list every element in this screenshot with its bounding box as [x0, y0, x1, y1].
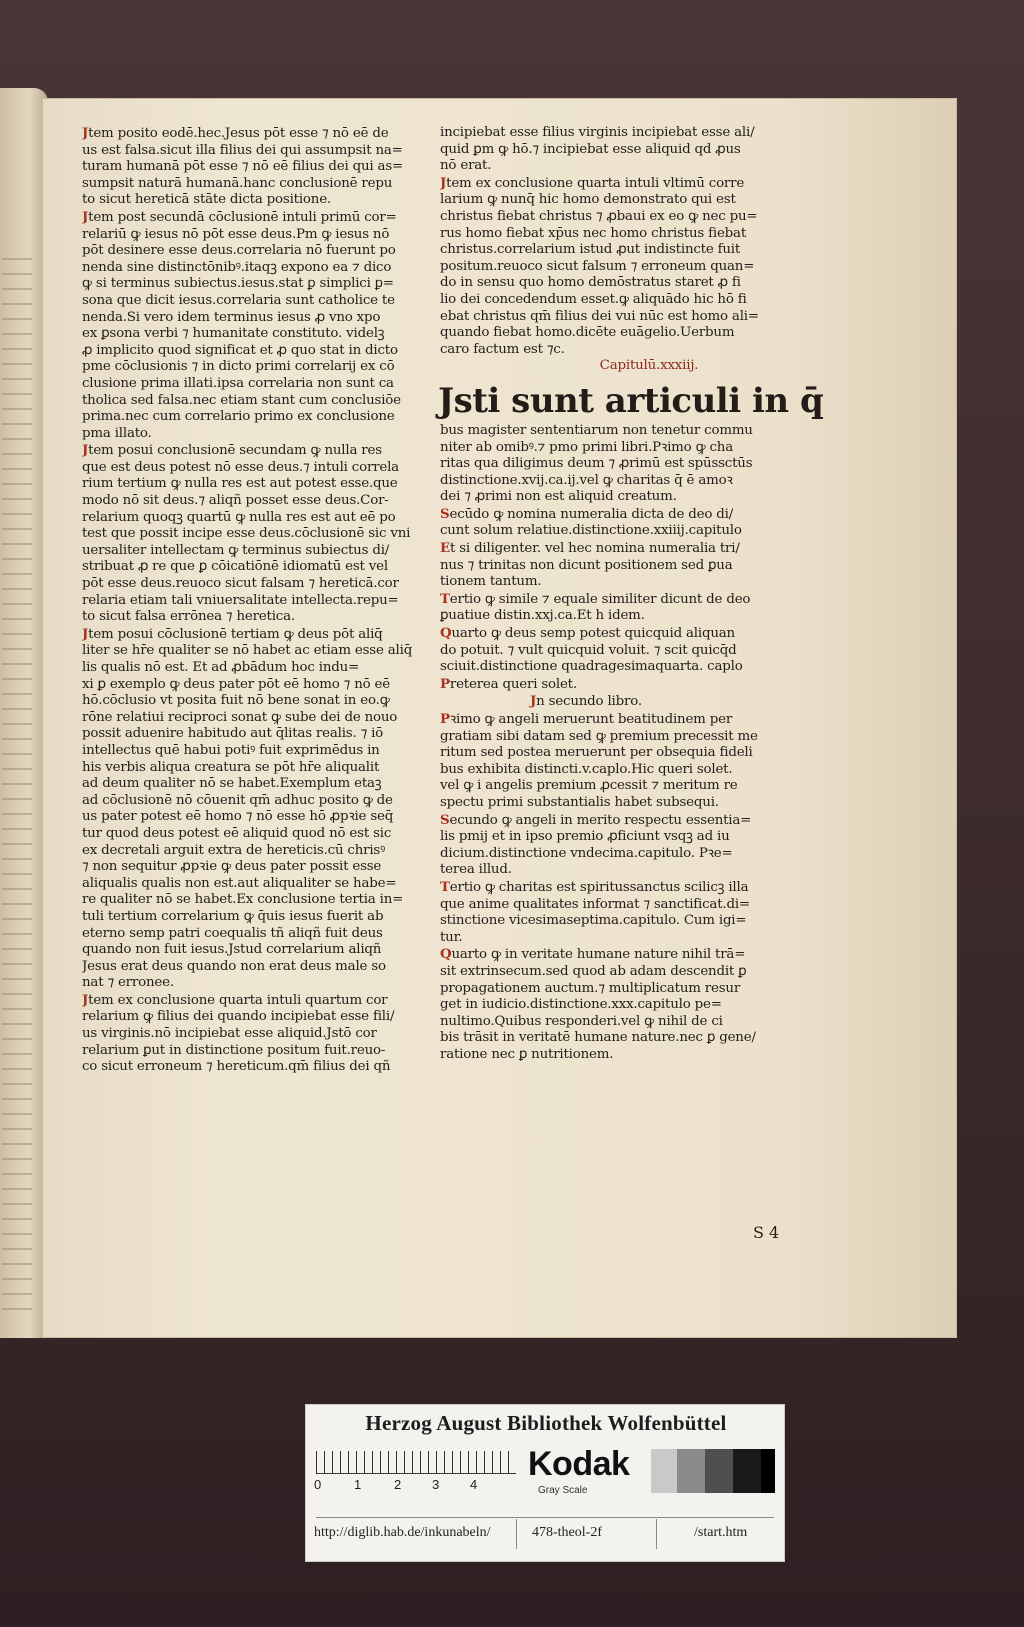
- line-text: prima.nec cum correlario primo ex conclusione: [82, 409, 395, 425]
- line-text: lis qualis nō est. Et ad ꝓbādum hoc indu=: [82, 660, 360, 675]
- line-text: quando non fuit iesus.Jstud correlarium aliqñ: [82, 942, 382, 958]
- line-text: spectu primi substantialis habet subsequi.: [440, 794, 719, 810]
- line-text: caro factum est ⁊c.: [440, 341, 565, 357]
- text-line: [82, 476, 452, 493]
- color-target-card: [305, 1404, 785, 1562]
- text-line: [440, 846, 818, 863]
- text-line: [82, 1026, 452, 1043]
- line-text: nenda.Si vero idem terminus iesus ꝓ vno xpo: [82, 309, 381, 325]
- line-text: tuli tertium correlarium ꝙ q̄uis iesus fuerit ab: [82, 908, 384, 924]
- text-line: [440, 729, 818, 746]
- text-line: [82, 959, 452, 976]
- text-line: [82, 643, 452, 660]
- text-line: [440, 259, 818, 276]
- text-line: [440, 997, 818, 1014]
- ruler-number: 0: [314, 1477, 322, 1492]
- line-text: larium ꝙ nunq̄ hic homo demonstrato qui est: [440, 192, 736, 208]
- text-line: [440, 506, 818, 524]
- line-text: nenda sine distinctōnibꝰ.itaqꝫ expono ea ⁊ dico: [82, 259, 392, 275]
- rubricated-initial: J: [82, 991, 89, 1008]
- text-line: [440, 423, 818, 440]
- line-text: modo nō sit deus.⁊ aliqñ posset esse deus.Cor-: [82, 493, 389, 509]
- right-text-column: [438, 125, 824, 1063]
- line-text: tur.: [440, 929, 463, 945]
- text-line: [82, 726, 452, 743]
- section-heading: Jsti sunt articuli in q̄: [438, 380, 824, 421]
- line-text: ritum sed postea meruerunt per obsequia fideli: [440, 745, 753, 761]
- text-line: [440, 879, 818, 897]
- line-text: ebat christus qm̄ filius dei vui nūc est homo ali=: [440, 308, 759, 324]
- left-text-column: [82, 125, 452, 1076]
- ruler-scale: [316, 1451, 516, 1474]
- line-text: eterno semp patri coequalis tñ aliqñ fuit deus: [82, 925, 383, 941]
- text-line: [440, 676, 818, 694]
- line-text: quid ꝑm ꝙ hō.⁊ incipiebat esse aliquid qd̄ ꝓus: [440, 141, 741, 157]
- rubricated-initial: P: [440, 675, 450, 692]
- rubricated-initial: J: [82, 208, 89, 225]
- rubricated-initial: S: [440, 811, 450, 828]
- line-text: rium tertium ꝙ nulla res est aut potest esse.que: [82, 476, 398, 492]
- text-line: [82, 442, 452, 460]
- text-line: [82, 743, 452, 760]
- text-line: [440, 192, 818, 209]
- text-line: [440, 142, 818, 159]
- line-text: que est deus potest nō esse deus.⁊ intuli correla: [82, 459, 399, 475]
- line-text: intellectus quē habui potiꝰ fuit exprimēdus in: [82, 742, 380, 758]
- line-text: pme cōclusionis ⁊ in dicto primi correlarij ex cō: [82, 359, 395, 375]
- text-line: [82, 793, 452, 810]
- text-line: [82, 227, 452, 244]
- rubricated-initial: P: [440, 711, 450, 727]
- line-text: sona que dicit iesus.correlaria sunt catholice te: [82, 292, 395, 308]
- line-text: liter se hr̄e qualiter se nō habet ac etiam esse aliq̄: [82, 643, 413, 659]
- line-text: tem posui conclusionē secundam ꝙ nulla res: [88, 443, 382, 459]
- ruler-number: 3: [432, 1477, 440, 1492]
- line-text: tem posito eodē.hec.Jesus pōt esse ⁊ nō eē de: [88, 126, 389, 141]
- line-text: us virginis.nō incipiebat esse aliquid.Jstō cor: [82, 1026, 377, 1042]
- line-text: cunt solum relatiue.distinctione.xxiiij.capitulo: [440, 523, 742, 539]
- text-line: [440, 812, 818, 830]
- line-text: pōt desinere esse deus.correlaria nō fuerunt po: [82, 243, 396, 259]
- line-text: uarto ꝙ in veritate humane nature nihil trā=: [451, 947, 746, 963]
- text-line: [440, 711, 818, 729]
- text-line: [440, 473, 818, 490]
- target-divider-1: [516, 1519, 517, 1549]
- line-text: relarium ꝙ filius dei quando incipiebat esse fili/: [82, 1009, 395, 1025]
- target-divider-2: [656, 1519, 657, 1549]
- text-line: [82, 243, 452, 260]
- line-text: relaria etiam tali vniuersalitate intellecta.repu=: [82, 592, 399, 608]
- line-text: tem ex conclusione quarta intuli vltimū corre: [446, 175, 745, 191]
- line-text: lio dei concedendum esset.ꝙ aliquādo hic hō fi: [440, 291, 747, 307]
- text-line: [82, 176, 452, 193]
- line-text: incipiebat esse filius virginis incipiebat esse ali/: [440, 125, 755, 140]
- text-line: [440, 643, 818, 660]
- line-text: bus magister sententiarum non tenetur commu: [440, 422, 753, 438]
- line-text: his verbis aliqua creatura se pōt hr̄e aliqualit̄: [82, 759, 380, 775]
- text-line: [440, 745, 818, 762]
- line-text: sit extrinsecum.sed quod ab adam descendit ꝑ: [440, 963, 747, 979]
- text-line: [440, 325, 818, 342]
- ruler-number: 2: [394, 1477, 402, 1492]
- line-text: relarium ꝑut in distinctione positum fuit.reuo-: [82, 1042, 386, 1058]
- line-text: ꝓ implicito quod significat et ꝓ quo stat in dicto: [82, 342, 398, 358]
- line-text: get in iudicio.distinctione.xxx.capitulo pe=: [440, 997, 722, 1013]
- text-line: [82, 1059, 452, 1076]
- line-text: ꝙ si terminus subiectus.iesus.stat ꝑ simplici ꝑ=: [82, 276, 394, 292]
- text-line: [82, 159, 452, 176]
- ruler-number: 1: [354, 1477, 362, 1492]
- line-text: Jesus erat deus quando non erat deus male so: [82, 958, 386, 974]
- chapter-title: Capitulū.xxxiij.: [599, 358, 699, 374]
- text-line: [82, 343, 452, 360]
- text-line: [82, 626, 452, 644]
- text-line: [82, 942, 452, 959]
- text-line: [440, 897, 818, 914]
- text-line: [440, 125, 818, 142]
- text-line: [82, 376, 452, 393]
- text-line: [82, 426, 452, 443]
- line-text: terea illud.: [440, 862, 512, 878]
- url-left: http://diglib.hab.de/inkunabeln/: [314, 1525, 491, 1540]
- text-line: [82, 892, 452, 909]
- text-line: [440, 862, 818, 879]
- text-line: [440, 778, 818, 795]
- text-line: [82, 359, 452, 376]
- rubricated-initial: J: [530, 693, 537, 710]
- library-title: Herzog August Bibliothek Wolfenbüttel: [365, 1411, 727, 1435]
- right-column-top: [440, 125, 818, 358]
- text-line: [82, 276, 452, 293]
- text-line: [82, 510, 452, 527]
- text-line: [440, 574, 818, 591]
- right-column-bottom: [440, 423, 818, 1064]
- text-line: [440, 175, 818, 193]
- line-text: christus.correlarium istud ꝓut indistincte fuit: [440, 242, 741, 258]
- text-line: [440, 930, 818, 947]
- line-text: ertio ꝙ charitas est spiritussanctus scilicꝫ illa: [449, 879, 749, 895]
- text-line: [82, 526, 452, 543]
- line-text: sumpsit naturā humanā.hanc conclusionē repu: [82, 175, 393, 191]
- text-line: [82, 760, 452, 777]
- text-line: [82, 260, 452, 277]
- text-line: [82, 559, 452, 576]
- rubricated-initial: Q: [440, 625, 452, 642]
- line-text: pma illato.: [82, 425, 152, 441]
- text-line: [440, 795, 818, 812]
- text-line: [82, 660, 452, 677]
- line-text: tem posui cōclusionē tertiam ꝙ deus pōt aliq̄: [88, 626, 383, 642]
- line-text: us est falsa.sicut illa filius dei qui assumpsit na=: [82, 142, 403, 158]
- line-text: nat ⁊ erronee.: [82, 975, 174, 991]
- text-line: [440, 489, 818, 506]
- text-line: [82, 826, 452, 843]
- text-line: [82, 310, 452, 327]
- line-text: ecundo ꝙ angeli in merito respectu essentia=: [449, 812, 752, 828]
- line-text: tur quod deus potest eē aliquid quod nō est sic: [82, 825, 392, 841]
- line-text: t si diligenter. vel hec nomina numeralia tri/: [450, 541, 740, 557]
- line-text: stribuat ꝓ re que ꝑ cōicatiōnē idiomatū est vel: [82, 559, 388, 575]
- line-text: turam humanā pōt esse ⁊ nō eē filius dei qui as=: [82, 159, 404, 175]
- line-text: co sicut erroneum ⁊ hereticum.qm̄ filius dei qñ: [82, 1059, 391, 1075]
- line-text: clusione prima illati.ipsa correlaria non sunt ca: [82, 375, 394, 391]
- line-text: relariū ꝙ iesus nō pōt esse deus.Pm ꝙ iesus nō: [82, 226, 390, 242]
- text-line: [440, 292, 818, 309]
- text-line: [82, 590, 452, 610]
- text-line: [82, 143, 452, 160]
- rubricated-initial: S: [440, 505, 450, 522]
- text-line: [440, 829, 818, 846]
- text-line: [82, 192, 452, 209]
- line-text: us pater potest eē homo ⁊ nō esse hō ꝓpꝛie seq̄: [82, 809, 394, 825]
- line-text: ritas qua diligimus deum ⁊ ꝓrimū est spūssctūs: [440, 456, 753, 472]
- kodak-logo: Kodak: [528, 1445, 630, 1483]
- line-text: tem post secundā cōclusionē intuli primū cor=: [88, 209, 397, 225]
- text-line: [440, 1047, 818, 1064]
- line-text: nō erat.: [440, 158, 492, 174]
- text-line: [82, 209, 452, 227]
- rubricated-initial: J: [82, 125, 89, 141]
- line-text: hō.cōclusio vt posita fuit nō bene sonat in eo.ꝙ: [82, 693, 390, 709]
- text-line: [440, 981, 818, 998]
- previous-leaf-edge: [0, 88, 48, 1338]
- target-divider-line: [316, 1517, 774, 1518]
- text-line: [440, 693, 818, 711]
- line-text: niter ab omibꝰ.⁊ pmo primi libri.Pꝛimo ꝙ cha: [440, 439, 734, 455]
- text-line: [82, 876, 452, 893]
- text-line: [440, 659, 818, 676]
- text-line: [440, 1014, 818, 1031]
- rubricated-initial: E: [440, 540, 451, 557]
- line-text: uersaliter intellectam ꝙ terminus subiectus di/: [82, 542, 390, 558]
- line-text: ꝑuatiue distin.xxj.ca.Et h idem.: [440, 608, 645, 624]
- line-text: gratiam sibi datam sed ꝙ premium precessit me: [440, 728, 758, 744]
- line-text: possit aduenire habitudo aut q̄litas realis. ⁊ iō: [82, 726, 384, 742]
- text-line: [440, 540, 818, 558]
- text-line: [82, 409, 452, 426]
- text-line: [440, 608, 818, 625]
- text-line: [82, 125, 452, 143]
- line-text: reterea queri solet.: [449, 676, 577, 692]
- text-line: [82, 393, 452, 410]
- text-line: [82, 543, 452, 560]
- text-line: [82, 576, 452, 593]
- text-line: [440, 523, 818, 540]
- text-line: [82, 909, 452, 926]
- text-line: [440, 591, 818, 609]
- rubricated-initial: T: [440, 590, 450, 607]
- line-text: test que possit incipe esse deus.cōclusionē sic vni: [82, 526, 411, 542]
- text-line: [440, 226, 818, 243]
- text-line: [440, 209, 818, 226]
- rubricated-initial: J: [440, 174, 447, 191]
- line-text: distinctione.xvij.ca.ij.vel ꝙ charitas q̄ ē amoꝛ: [440, 472, 733, 488]
- text-line: [82, 460, 452, 477]
- text-line: [440, 342, 818, 359]
- line-text: bus exhibita distincti.v.caplo.Hic queri solet.: [440, 761, 733, 777]
- text-line: [440, 309, 818, 326]
- text-line: [440, 242, 818, 259]
- text-line: [82, 710, 452, 727]
- line-text: tem ex conclusione quarta intuli quartum cor: [88, 992, 388, 1008]
- line-text: uarto ꝙ deus semp potest quicquid aliquan: [451, 626, 735, 642]
- url-right: /start.htm: [694, 1525, 748, 1540]
- text-line: [440, 558, 818, 575]
- line-text: quando fiebat homo.dicēte euāgelio.Uerbum: [440, 325, 735, 341]
- text-line: [82, 1043, 452, 1060]
- line-text: positum.reuoco sicut falsum ⁊ erroneum quan=: [440, 258, 755, 274]
- text-line: [440, 946, 818, 964]
- gray-swatch-light: [651, 1449, 677, 1493]
- line-text: pōt esse deus.reuoco sicut falsam ⁊ hereticā.cor: [82, 576, 399, 592]
- line-text: stinctione vicesimaseptima.capitulo. Cum igi=: [440, 913, 747, 929]
- line-text: ⁊ non sequitur ꝓpꝛie ꝙ deus pater possit esse: [82, 859, 382, 875]
- line-text: do in sensu quo homo demōstratus staret ꝓ fi: [440, 275, 741, 291]
- line-text: to sicut hereticā stāte dicta positione.: [82, 192, 331, 208]
- rubricated-initial: J: [82, 442, 89, 459]
- text-line: [440, 964, 818, 981]
- line-text: relarium quoqꝫ quartū ꝙ nulla res est aut eē po: [82, 509, 396, 525]
- line-text: ad deum qualiter nō se habet.Exemplum etaꝫ: [82, 776, 382, 792]
- line-text: nultimo.Quibus responderi.vel ꝙ nihil de ci: [440, 1013, 723, 1029]
- text-line: [82, 975, 452, 992]
- line-text: rōne relatiui reciproci sonat ꝙ sube dei de nouo: [82, 709, 398, 725]
- line-text: lis pmij et in ipso premio ꝓficiunt vsqꝫ ad iu: [440, 829, 730, 845]
- text-line: [440, 275, 818, 292]
- text-line: [440, 158, 818, 175]
- line-text: nus ⁊ trinitas non dicunt positionem sed ꝑua: [440, 557, 733, 573]
- text-line: [82, 677, 452, 694]
- gray-scale-label: Gray Scale: [538, 1485, 588, 1496]
- line-text: dei ⁊ ꝓrimi non est aliquid creatum.: [440, 489, 677, 505]
- text-line: [440, 625, 818, 643]
- text-line: [82, 693, 452, 710]
- line-text: vel ꝙ i angelis premium ꝓcessit ⁊ meritum re: [440, 778, 738, 794]
- text-line: [440, 456, 818, 473]
- line-text: rus homo fiebat xp̄us nec homo christus fiebat: [440, 225, 747, 241]
- text-line: [82, 809, 452, 826]
- line-text: xi ꝑ exemplo ꝙ deus pater pōt eē homo ⁊ nō eē: [82, 676, 390, 692]
- text-line: [82, 843, 452, 860]
- line-text: re qualiter nō se habet.Ex conclusione tertia in=: [82, 892, 404, 908]
- line-text: tholica sed falsa.nec etiam stant cum conclusiōe: [82, 392, 401, 408]
- text-line: [82, 609, 452, 626]
- text-line: [82, 776, 452, 793]
- line-text: do potuit. ⁊ vult quicquid voluit. ⁊ scit quicq̄d: [440, 642, 737, 658]
- gray-swatch-mid: [677, 1449, 705, 1493]
- line-text: christus fiebat christus ⁊ ꝓbaui ex eo ꝙ nec pu=: [440, 208, 758, 224]
- previous-leaf-text: [2, 258, 32, 1318]
- text-line: [82, 926, 452, 943]
- text-line: [440, 913, 818, 930]
- line-text: que anime qualitates informat ⁊ sanctificat.di=: [440, 896, 750, 912]
- line-text: to sicut falsa errōnea ⁊ heretica.: [82, 609, 295, 625]
- gray-swatch-darker: [733, 1449, 761, 1493]
- text-line: [82, 1009, 452, 1026]
- line-text: ex decretali arguit extra de hereticis.cū chrisꝰ: [82, 842, 386, 858]
- url-mid: 478-theol-2f: [532, 1525, 602, 1540]
- text-line: [440, 440, 818, 457]
- line-text: ecūdo ꝙ nomina numeralia dicta de deo di/: [449, 506, 734, 522]
- line-text: ratione nec ꝑ nutritionem.: [440, 1046, 614, 1062]
- text-line: [82, 992, 452, 1010]
- gray-swatch-black: [761, 1449, 775, 1493]
- text-line: [82, 859, 452, 876]
- line-text: tionem tantum.: [440, 574, 542, 590]
- line-text: bis trāsit in veritatē humane nature.nec ꝑ gene/: [440, 1030, 756, 1046]
- text-line: [440, 1030, 818, 1047]
- line-text: ex ꝑsona verbi ⁊ humanitate constituto. videlꝫ: [82, 326, 385, 342]
- line-text: ꝛimo ꝙ angeli meruerunt beatitudinem per: [449, 712, 733, 727]
- line-text: ad cōclusionē nō cōuenit qm̄ adhuc posito ꝙ de: [82, 792, 393, 808]
- gray-swatch-dark: [705, 1449, 733, 1493]
- line-text: dicium.distinctione vndecima.capitulo. Pꝛe=: [440, 845, 733, 861]
- rubricated-initial: J: [82, 625, 89, 642]
- line-text: ertio ꝙ simile ⁊ equale similiter dicunt de deo: [449, 591, 751, 607]
- rubricated-initial: Q: [440, 946, 452, 963]
- line-text: aliqualis qualis non est.aut aliqualiter se habe=: [82, 875, 397, 891]
- text-line: [440, 762, 818, 779]
- text-line: [82, 493, 452, 510]
- line-text: sciuit.distinctione quadragesimaquarta. caplo: [440, 659, 743, 675]
- text-line: [82, 293, 452, 310]
- rubricated-initial: T: [440, 878, 450, 895]
- line-text: n secundo libro.: [536, 694, 642, 710]
- ruler-number: 4: [470, 1477, 478, 1492]
- page-signature: S 4: [753, 1223, 780, 1242]
- text-line: [82, 326, 452, 343]
- line-text: propagationem auctum.⁊ multiplicatum resur: [440, 980, 741, 996]
